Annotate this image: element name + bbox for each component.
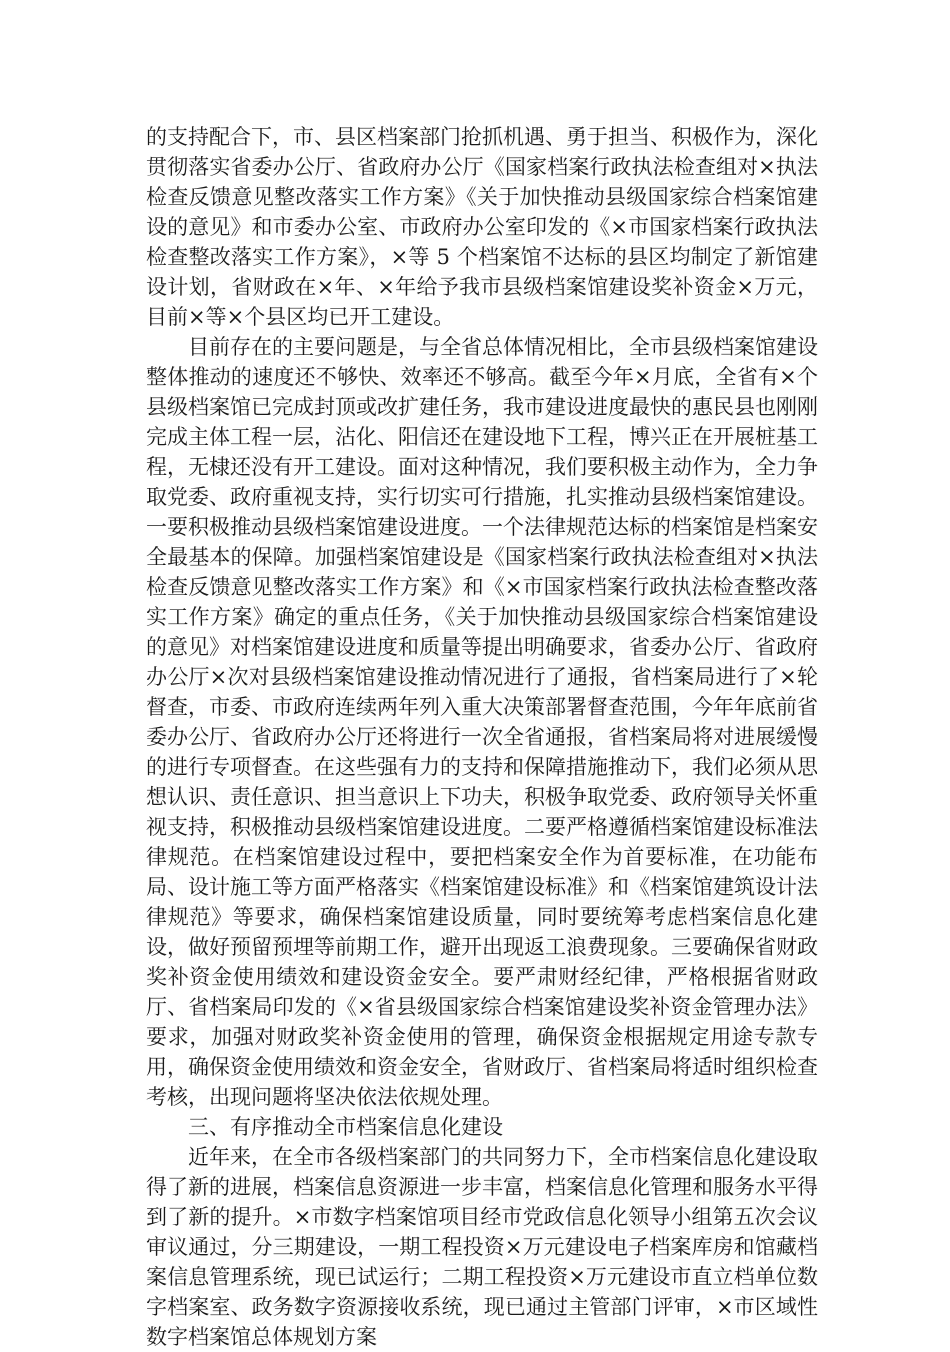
paragraph-informatization: 近年来，在全市各级档案部门的共同努力下，全市档案信息化建设取得了新的进展，档案信息资源进一步丰富，档案信息化管理和服务水平得到了新的提升。×市数字档案馆项目经市党政信息化领导小组第五次会议审议通过，分三期建设，一期工程投资×万元建设电子档案库房和馆藏档案信息管理系统，现已试运行；二期工程投资×万元建设市直立档单位数字档案室、政务数字资源接收系统，现已通过主管部门评审，×市区域性数字档案馆总体规划方案	[146, 1145, 818, 1349]
section-heading: 三、有序推动全市档案信息化建设	[188, 1115, 503, 1139]
paragraph-main-issues: 目前存在的主要问题是，与全省总体情况相比，全市县级档案馆建设整体推动的速度还不够快、效率还不够高。截至今年×月底，全省有×个县级档案馆已完成封顶或改扩建任务，我市建设进度最快的惠民县也刚刚完成主体工程一层，沾化、阳信还在建设地下工程，博兴正在开展桩基工程，无棣还没有开工建设。面对这种情况，我们要积极主动作为，全力争取党委、政府重视支持，实行切实可行措施，扎实推动县级档案馆建设。一要积极推动县级档案馆建设进度。一个法律规范达标的档案馆是档案安全最基本的保障。加强档案馆建设是《国家档案行政执法检查组对×执法检查反馈意见整改落实工作方案》和《×市国家档案行政执法检查整改落实工作方案》确定的重点任务，《关于加快推动县级国家综合档案馆建设的意见》对档案馆建设进度和质量等提出明确要求，省委办公厅、省政府办公厅×次对县级档案馆建设推动情况进行了通报，省档案局进行了×轮督查，市委、市政府连续两年列入重大决策部署督查范围，今年年底前省委办公厅、省政府办公厅还将进行一次全省通报，省档案局将对进展缓慢的进行专项督查。在这些强有力的支持和保障措施推动下，我们必须从思想认识、责任意识、担当意识上下功夫，积极争取党委、政府领导关怀重视支持，积极推动县级档案馆建设进度。二要严格遵循档案馆建设标准法律规范。在档案馆建设过程中，要把档案安全作为首要标准，在功能布局、设计施工等方面严格落实《档案馆建设标准》和《档案馆建筑设计法律规范》等要求，确保档案馆建设质量，同时要统筹考虑档案信息化建设，做好预留预埋等前期工作，避开出现返工浪费现象。三要确保省财政奖补资金使用绩效和建设资金安全。要严肃财经纪律，严格根据省财政厅、省档案局印发的《×省县级国家综合档案馆建设奖补资金管理办法》要求，加强对财政奖补资金使用的管理，确保资金根据规定用途专款专用，确保资金使用绩效和资金安全，省财政厅、省档案局将适时组织检查考核，出现问题将坚决依法依规处理。	[146, 335, 818, 1109]
document-page	[146, 122, 818, 1352]
paragraph-continuation: 的支持配合下，市、县区档案部门抢抓机遇、勇于担当、积极作为，深化贯彻落实省委办公厅、省政府办公厅《国家档案行政执法检查组对×执法检查反馈意见整改落实工作方案》《关于加快推动县级国家综合档案馆建设的意见》和市委办公室、市政府办公室印发的《×市国家档案行政执法检查整改落实工作方案》，×等 5 个档案馆不达标的县区均制定了新馆建设计划，省财政在×年、×年给予我市县级档案馆建设奖补资金×万元，目前×等×个县区均已开工建设。	[146, 125, 818, 329]
